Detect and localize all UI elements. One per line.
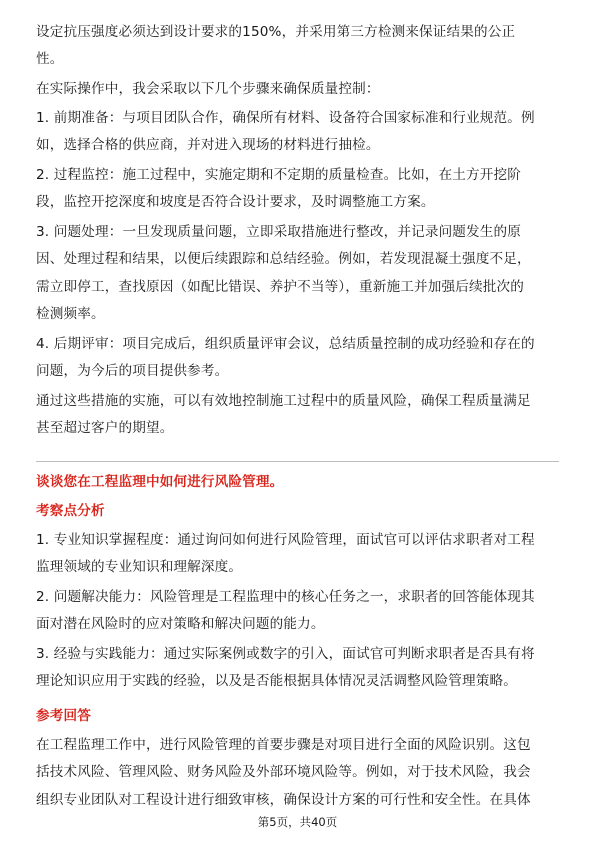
page-number: 第5页，共40页 [257,815,338,829]
text-line: 1. 专业知识掌握程度：通过询问如何进行风险管理，面试官可以评估求职者对工程 [36,532,535,548]
text-line: 组织专业团队对工程设计进行细致审核，确保设计方案的可行性和安全性。在具体 [36,792,531,808]
analysis-heading: 考察点分析 [36,503,105,519]
question-title: 谈谈您在工程监理中如何进行风险管理。 [36,474,284,490]
text-line: 通过这些措施的实施，可以有效地控制施工过程中的质量风险，确保工程质量满足 [36,393,531,409]
text-line: 1. 前期准备：与项目团队合作，确保所有材料、设备符合国家标准和行业规范。例 [36,110,535,126]
text-line: 检测频率。 [36,306,105,322]
section-divider [36,461,559,462]
text-line: 因、处理过程和结果，以便后续跟踪和总结经验。例如，若发现混凝土强度不足， [36,251,531,267]
text-line: 3. 问题处理：一旦发现质量问题，立即采取措施进行整改，并记录问题发生的原 [36,224,522,240]
text-line: 2. 问题解决能力：风险管理是工程监理中的核心任务之一，求职者的回答能体现其 [36,589,535,605]
text-line: 3. 经验与实践能力：通过实际案例或数字的引入，面试官可判断求职者是否具有将 [36,646,535,662]
text-line: 在工程监理工作中，进行风险管理的首要步骤是对项目进行全面的风险识别。这包 [36,737,531,753]
text-line: 理论知识应用于实践的经验，以及是否能根据具体情况灵活调整风险管理策略。 [36,673,518,689]
text-line: 甚至超过客户的期望。 [36,420,174,436]
answer-heading: 参考回答 [36,708,91,724]
text-line: 括技术风险、管理风险、财务风险及外部环境风险等。例如，对于技术风险，我会 [36,764,531,780]
text-line: 需立即停工，查找原因（如配比错误、养护不当等），重新施工并加强后续批次的 [36,279,524,295]
text-line: 问题，为今后的项目提供参考。 [36,363,229,379]
text-line: 设定抗压强度必须达到设计要求的150%，并采用第三方检测来保证结果的公正 [36,24,516,40]
text-line: 2. 过程监控：施工过程中，实施定期和不定期的质量检查。比如，在土方开挖阶 [36,167,522,183]
text-line: 段，监控开挖深度和坡度是否符合设计要求，及时调整施工方案。 [36,194,435,210]
text-line: 4. 后期评审：项目完成后，组织质量评审会议，总结质量控制的成功经验和存在的 [36,336,535,352]
text-line: 面对潜在风险时的应对策略和解决问题的能力。 [36,616,325,632]
text-line: 如，选择合格的供应商，并对进入现场的材料进行抽检。 [36,137,380,153]
text-line: 性。 [36,51,64,67]
text-line: 在实际操作中，我会采取以下几个步骤来确保质量控制： [36,81,380,97]
text-line: 监理领域的专业知识和理解深度。 [36,559,243,575]
